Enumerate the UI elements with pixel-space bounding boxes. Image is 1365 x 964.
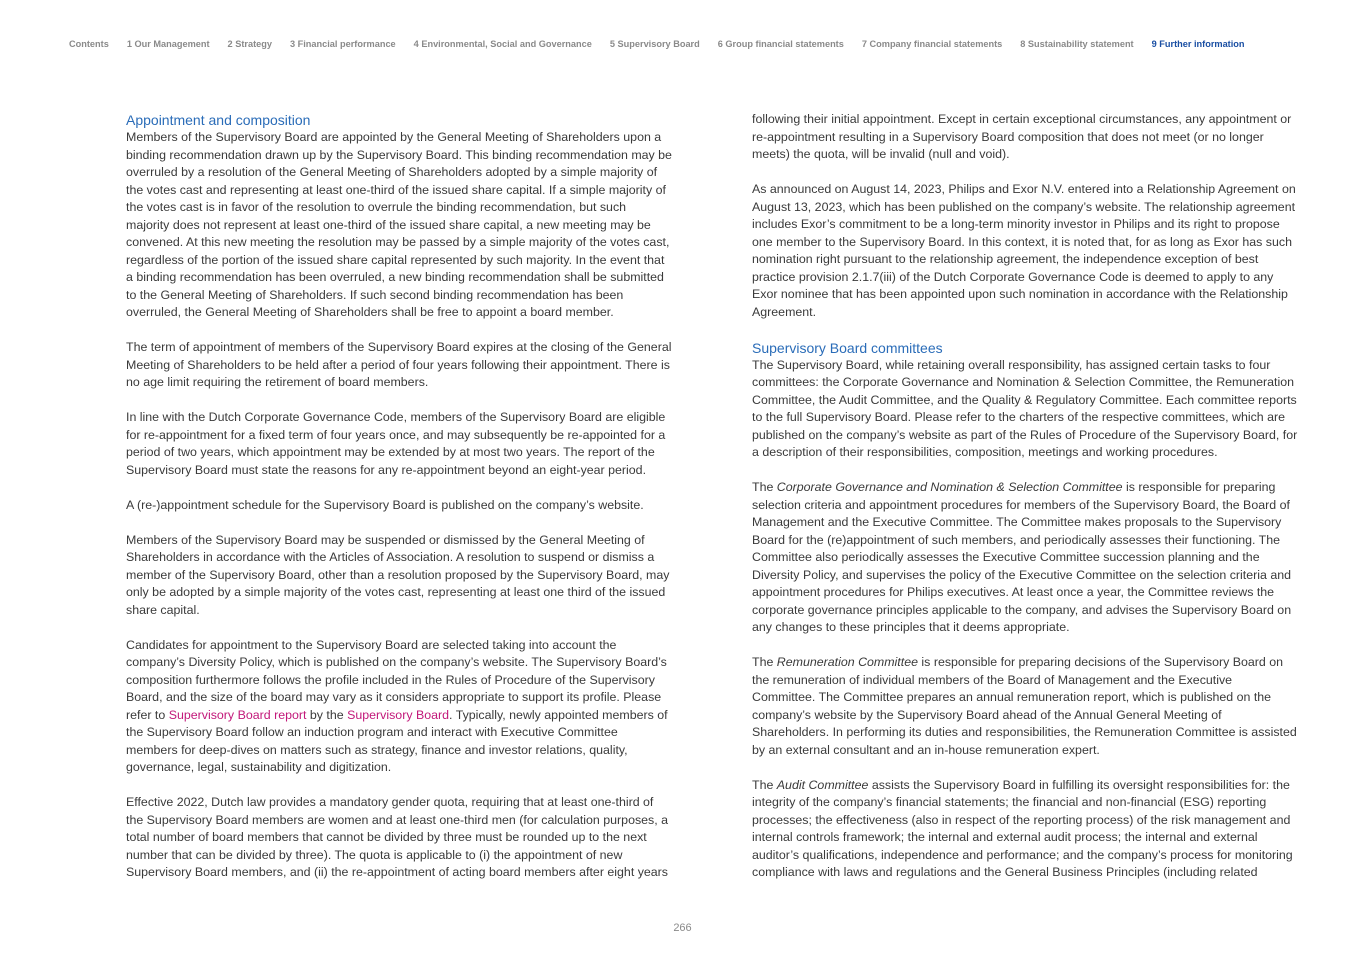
nav-item-our-management[interactable]: 1 Our Management (126, 39, 210, 49)
text-run: The (752, 480, 777, 494)
section-heading-appointment: Appointment and composition (126, 112, 311, 128)
committee-name: Remuneration Committee (776, 655, 918, 669)
paragraph-with-links (126, 637, 672, 777)
paragraph: following their initial appointment. Except in certain exceptional circumstances, any appointment or re-appointment resulting in a Supervisory Board composition that does not meet (or no longer meets) the quota, will be invalid (null and void). (752, 112, 1292, 161)
paragraph: A (re-)appointment schedule for the Supervisory Board is published on the company’s website. (126, 497, 644, 512)
paragraph: Effective 2022, Dutch law provides a mandatory gender quota, requiring that at least one-third of the Supervisory Board members are women and at least one-third men (for calculation purposes, a total number of board members that cannot be divided by three must be rounded up to the next number that can be divided by three). The quota is applicable to (i) the appointment of new Supervisory Board members, and (ii) the re-appointment of acting board members after eight years (126, 795, 669, 879)
top-navigation (69, 39, 1263, 53)
paragraph: In line with the Dutch Corporate Governance Code, members of the Supervisory Board are eligible for re-appointment for a fixed term of four years once, and may subsequently be re-appointed for a period of two years, which appointment may be extended by at most two years. The report of the Supervisory Board must state the reasons for any re-appointment beyond an eight-year period. (126, 410, 666, 477)
page-number: 266 (673, 922, 692, 934)
text-run: Candidates for appointment to the Supervisory Board are selected taking into account the company’s Diversity Policy, which is published on the company’s website. The Supervisory Board’s composition furthermore follows the profile included in the Rules of Procedure of the Supervisory Board, and the size of the board may vary as it considers appropriate to support its profile. Please refer to (126, 637, 667, 722)
text-run: by the (306, 707, 348, 722)
nav-item-strategy[interactable]: 2 Strategy (227, 39, 272, 49)
nav-item-supervisory-board[interactable]: 5 Supervisory Board (609, 39, 700, 49)
text-run: The (752, 777, 777, 792)
text-run: . Typically, newly appointed members of the Supervisory Board follow an induction program and interact with Executive Committee members for deep-dives on matters such as strategy, finance and investor relations, quality, governance, legal, sustainability and digitization. (126, 707, 668, 774)
nav-item-financial-performance[interactable]: 3 Financial performance (289, 39, 396, 49)
paragraph: As announced on August 14, 2023, Philips and Exor N.V. entered into a Relationship Agreement on August 13, 2023, which has been published on the company’s website. The relationship agreement includes Exor’s commitment to be a long-term minority investor in Philips and its right to propose one member to the Supervisory Board. In this context, it is noted that, for as long as Exor has such nomination right pursuant to the relationship agreement, the independence exception of best practice provision 2.1.7(iii) of the Dutch Corporate Governance Code is deemed to apply to any Exor nominee that has been appointed upon such nomination in accordance with the Relationship Agreement. (752, 182, 1296, 319)
paragraph: Members of the Supervisory Board may be suspended or dismissed by the General Meeting of Shareholders in accordance with the Articles of Association. A resolution to suspend or dismiss a member of the Supervisory Board, other than a resolution proposed by the Supervisory Board, may only be adopted by a simple majority of the votes cast, representing at least one third of the issued share capital. (126, 532, 670, 617)
paragraph: The Supervisory Board, while retaining overall responsibility, has assigned certain tasks to four committees: the Corporate Governance and Nomination & Selection Committee, the Remuneration Committee, the Audit Committee, and the Quality & Regulatory Committee. Each committee reports to the full Supervisory Board. Please refer to the charters of the respective committees, which are published on the company’s website as part of the Rules of Procedure of the Supervisory Board, for a description of their responsibilities, composition, meetings and working procedures. (752, 357, 1298, 459)
section-heading-committees: Supervisory Board committees (752, 339, 943, 356)
paragraph: The term of appointment of members of the Supervisory Board expires at the closing of the General Meeting of Shareholders to be held after a period of four years following their appointment. There is no age limit requiring the retirement of board members. (126, 340, 672, 389)
paragraph: Members of the Supervisory Board are appointed by the General Meeting of Shareholders upon a binding recommendation drawn up by the Supervisory Board. This binding recommendation may be overruled by a resolution of the General Meeting of Shareholders adopted by a simple majority of the votes cast and representing at least one-third of the issued share capital. If a simple majority of the votes cast is in favor of the resolution to overrule the binding recommendation, but such majority does not represent at least one-third of the issued share capital, a new meeting may be convened. At this new meeting the resolution may be passed by a simple majority of the votes cast, regardless of the portion of the issued share capital represented by such majority. In the event that a binding recommendation has been overruled, a new binding recommendation shall be submitted to the General Meeting of Shareholders. If such second binding recommendation has been overruled, the General Meeting of Shareholders shall be free to appoint a board member. (126, 130, 672, 319)
committee-name: Audit Committee (776, 777, 869, 792)
nav-item-contents[interactable]: Contents (69, 39, 109, 49)
paragraph (752, 479, 1298, 637)
nav-item-sustainability-statement[interactable]: 8 Sustainability statement (1020, 39, 1134, 49)
text-run: The (752, 655, 777, 669)
paragraph (752, 777, 1298, 882)
text-run: is responsible for preparing decisions of the Supervisory Board on the remuneration of individual members of the Board of Management and the Executive Committee. The Committee prepares an annual remuneration report, which is published on the company’s website by the Supervisory Board ahead of the Annual General Meeting of Shareholders. In performing its duties and responsibilities, the Remuneration Committee is assisted by an external consultant and an in-house remuneration expert. (752, 655, 1297, 757)
nav-item-esg[interactable]: 4 Environmental, Social and Governance (413, 39, 592, 49)
paragraph (752, 654, 1298, 759)
supervisory-board-link[interactable]: Supervisory Board (347, 707, 450, 722)
text-run: assists the Supervisory Board in fulfilling its oversight responsibilities for: the integrity of the company’s financial statements; the financial and non-financial (ESG) reporting processes; the effectiveness (also in respect of the reporting process) of the risk management and internal controls framework; the internal and external audit process; the internal and external auditor’s qualifications, independence and performance; and the company’s process for monitoring compliance with laws and regulations and the General Business Principles (including related (752, 777, 1293, 879)
supervisory-board-report-link[interactable]: Supervisory Board report (168, 707, 307, 722)
left-column (126, 111, 672, 899)
nav-item-group-financial-statements[interactable]: 6 Group financial statements (717, 39, 844, 49)
nav-item-company-financial-statements[interactable]: 7 Company financial statements (861, 39, 1003, 49)
nav-item-further-information[interactable]: 9 Further information (1151, 39, 1245, 49)
committee-name: Corporate Governance and Nomination & Selection Committee (776, 480, 1123, 494)
right-column (752, 111, 1298, 899)
text-run: is responsible for preparing selection criteria and appointment procedures for members of the Supervisory Board, the Board of Management and the Executive Committee. The Committee makes proposals to the Supervisory Board for the (re)appointment of such members, and periodically assesses their functioning. The Committee also periodically assesses the Executive Committee succession planning and the Diversity Policy, and supervises the policy of the Executive Committee on the selection criteria and appointment procedures for Philips executives. At least once a year, the Committee reviews the corporate governance principles applicable to the company, and advises the Supervisory Board on any changes to these principles that it deems appropriate. (752, 480, 1292, 634)
